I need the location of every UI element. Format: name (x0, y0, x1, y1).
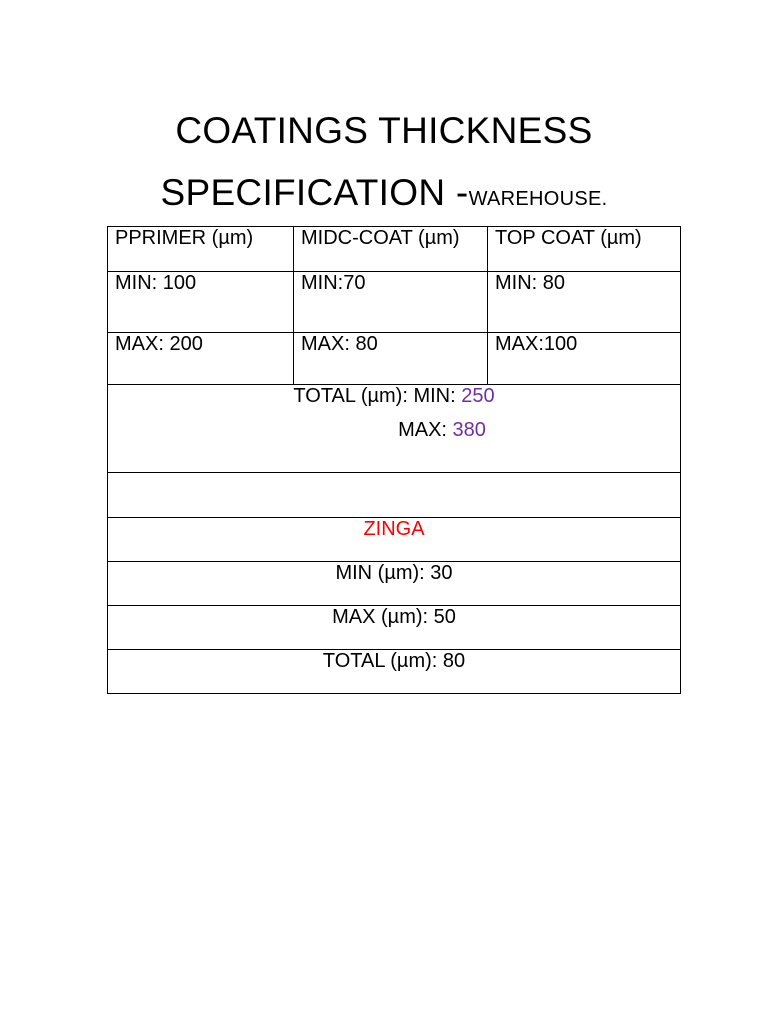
empty-cell (108, 473, 681, 518)
zinga-max: MAX (µm): 50 (108, 606, 681, 650)
primer-max: MAX: 200 (108, 333, 294, 385)
primer-min: MIN: 100 (108, 272, 294, 333)
midcoat-min: MIN:70 (294, 272, 488, 333)
min-row (108, 272, 681, 333)
topcoat-max: MAX:100 (488, 333, 681, 385)
zinga-total: TOTAL (µm): 80 (108, 650, 681, 694)
total-min-value: 250 (461, 385, 495, 407)
zinga-min: MIN (µm): 30 (108, 562, 681, 606)
header-midcoat: MIDC-COAT (µm) (294, 227, 488, 272)
total-row (108, 385, 681, 473)
zinga-total-row (108, 650, 681, 694)
title-line-1: COATINGS THICKNESS (175, 110, 593, 151)
header-row (108, 227, 681, 272)
total-min-line (115, 385, 673, 408)
zinga-label: ZINGA (108, 518, 681, 562)
topcoat-min: MIN: 80 (488, 272, 681, 333)
zinga-row (108, 518, 681, 562)
title-line-2 (0, 162, 768, 230)
zinga-max-row (108, 606, 681, 650)
title-warehouse: WAREHOUSE. (468, 188, 608, 210)
total-cell (108, 385, 681, 473)
header-topcoat: TOP COAT (µm) (488, 227, 681, 272)
total-max-value: 380 (452, 419, 486, 441)
max-row (108, 333, 681, 385)
zinga-min-row (108, 562, 681, 606)
title-specification: SPECIFICATION - (160, 172, 469, 213)
midcoat-max: MAX: 80 (294, 333, 488, 385)
empty-row (108, 473, 681, 518)
total-min-label: TOTAL (µm): MIN: (293, 385, 462, 407)
total-max-label: MAX: (398, 419, 453, 441)
header-primer: PPRIMER (µm) (108, 227, 294, 272)
total-max-line (115, 419, 673, 442)
coatings-spec-table (107, 226, 681, 694)
document-title (0, 100, 768, 230)
